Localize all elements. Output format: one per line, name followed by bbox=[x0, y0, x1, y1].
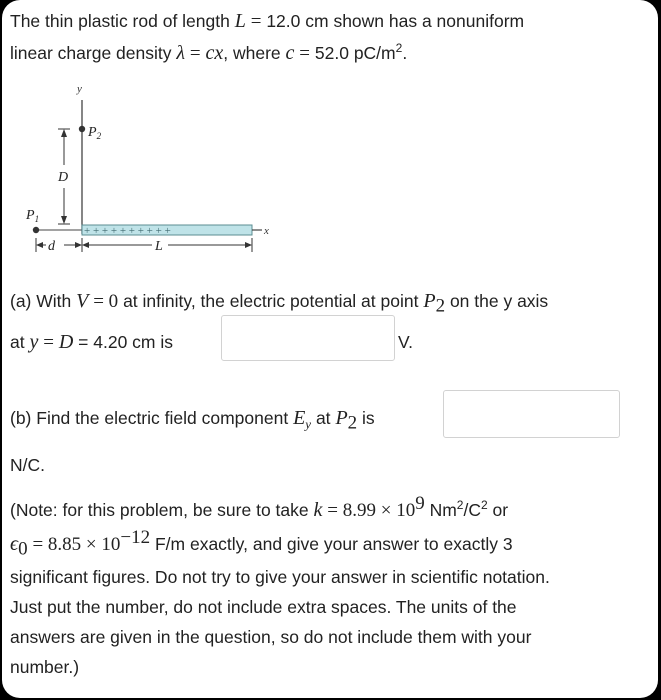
p1-point bbox=[33, 227, 39, 233]
k-exponent: 9 bbox=[415, 493, 425, 515]
note-line-1 bbox=[10, 493, 509, 523]
note-line-5: answers are given in the question, so do not include them with your bbox=[10, 627, 532, 647]
k-symbol: k bbox=[313, 499, 323, 521]
epsilon-exponent: −12 bbox=[120, 527, 151, 549]
equals-sign-3: = bbox=[299, 43, 311, 64]
e-symbol: E bbox=[293, 407, 306, 429]
p-subscript: 2 bbox=[435, 295, 446, 317]
length-value: 12.0 cm shown has a nonuniform bbox=[266, 11, 525, 31]
c-symbol: c bbox=[285, 42, 295, 64]
part-b-is-text: is bbox=[362, 408, 375, 428]
lambda-symbol: λ bbox=[176, 42, 186, 64]
c-value: 52.0 pC/m bbox=[314, 43, 396, 63]
equals-sign-2: = bbox=[189, 43, 201, 64]
or-text: or bbox=[492, 500, 509, 520]
intro-line-2 bbox=[10, 41, 407, 66]
p2-label: $P_2$ bbox=[88, 125, 102, 141]
part-a-text-3: on the y axis bbox=[449, 291, 549, 311]
v-symbol: V bbox=[76, 290, 89, 312]
note-line-3: significant figures. Do not try to give your answer in scientific notation. bbox=[10, 567, 550, 587]
note-text-2: F/m exactly, and give your answer to exactly 3 bbox=[154, 534, 513, 554]
part-a-line-2 bbox=[10, 330, 173, 355]
equals-sign: = bbox=[250, 11, 262, 32]
length-symbol: L bbox=[234, 10, 246, 32]
e-subscript: y bbox=[305, 416, 312, 432]
zero-value: = 0 bbox=[93, 291, 119, 312]
field-answer-input[interactable] bbox=[443, 390, 620, 438]
part-b-line bbox=[10, 406, 375, 434]
lambda-expression: cx bbox=[205, 42, 224, 64]
k-unit-exp: 2 bbox=[456, 498, 464, 513]
potential-answer-input[interactable] bbox=[221, 315, 395, 361]
c-period: . bbox=[402, 43, 408, 63]
newton-per-coulomb-unit: N/C. bbox=[10, 455, 45, 475]
y-symbol: y bbox=[29, 331, 39, 353]
where-text: , where bbox=[223, 43, 281, 63]
part-a-text-2: at infinity, the electric potential at point bbox=[123, 291, 419, 311]
x-axis-label: x bbox=[264, 225, 269, 237]
part-a-at-text: at bbox=[10, 332, 25, 352]
p-subscript-b: 2 bbox=[347, 412, 358, 434]
d-value: = 4.20 cm is bbox=[78, 332, 174, 352]
part-b-text-1: (b) Find the electric field component bbox=[10, 408, 289, 428]
epsilon-subscript: 0 bbox=[18, 538, 28, 560]
l-dimension-label: L bbox=[155, 239, 163, 254]
part-a-text-1: (a) With bbox=[10, 291, 72, 311]
intro-text-2: linear charge density bbox=[10, 43, 172, 63]
note-text-1: (Note: for this problem, be sure to take bbox=[10, 500, 309, 520]
note-line-6: number.) bbox=[10, 657, 80, 677]
note-line-2 bbox=[10, 527, 513, 560]
p1-label: $P_1$ bbox=[26, 208, 40, 224]
k-unit-mid: /C bbox=[463, 500, 481, 520]
p-symbol-b: P bbox=[335, 407, 348, 429]
intro-line-1 bbox=[10, 9, 524, 34]
k-value: = 8.99 × 10 bbox=[327, 500, 416, 521]
c-exponent: 2 bbox=[395, 41, 403, 56]
equals-sign-4: = bbox=[43, 332, 54, 353]
rod-charges: + + + + + + + + + + bbox=[84, 225, 171, 237]
epsilon-value: = 8.85 × 10 bbox=[32, 534, 121, 555]
part-a-line-1 bbox=[10, 289, 549, 317]
d-small-label: d bbox=[48, 239, 55, 254]
k-unit: Nm bbox=[429, 500, 457, 520]
p-symbol: P bbox=[423, 290, 436, 312]
k-unit-exp-2: 2 bbox=[480, 498, 488, 513]
d-dimension-label: D bbox=[58, 170, 69, 185]
question-card bbox=[2, 0, 658, 698]
y-axis-label: y bbox=[77, 83, 82, 95]
p2-point bbox=[79, 126, 85, 132]
intro-text-1: The thin plastic rod of length bbox=[10, 11, 230, 31]
part-b-at-text: at bbox=[315, 408, 331, 428]
epsilon-symbol: ϵ bbox=[10, 533, 19, 555]
rod-figure bbox=[20, 82, 280, 262]
volts-unit: V. bbox=[398, 332, 413, 352]
note-line-4: Just put the number, do not include extra spaces. The units of the bbox=[10, 597, 517, 617]
d-symbol: D bbox=[58, 331, 74, 353]
